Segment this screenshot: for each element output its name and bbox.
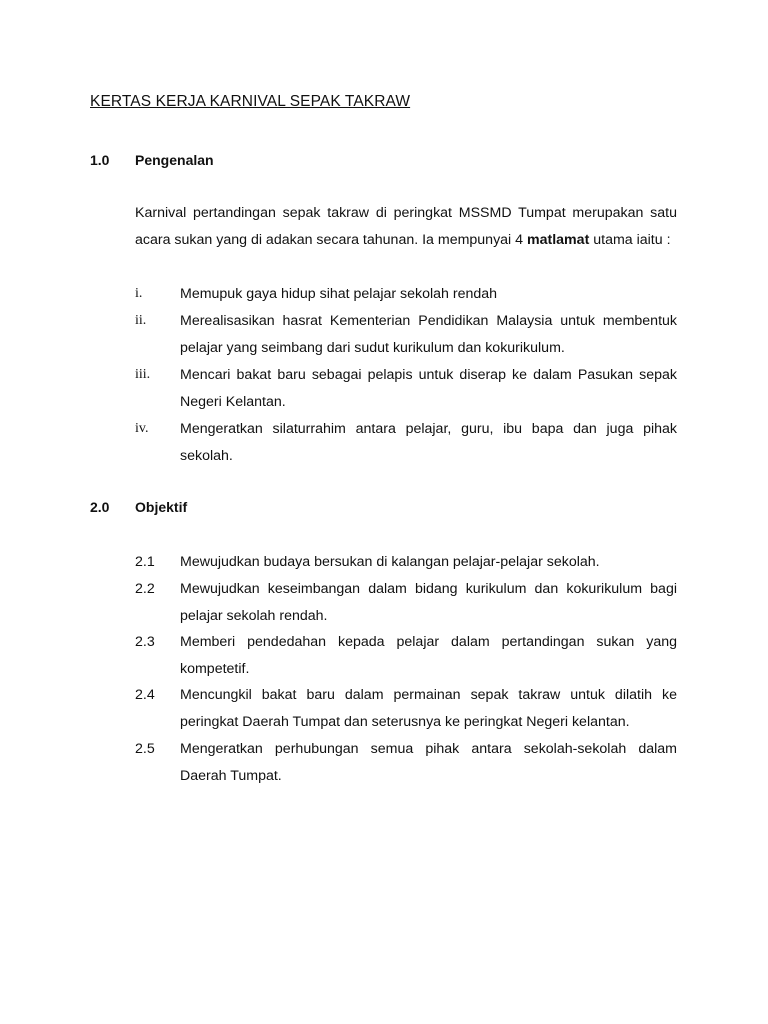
intro-text-start: Karnival pertandingan sepak takraw di peringkat MSSMD Tumpat merupakan satu acara sukan yang di adakan secara tahunan. Ia mempunyai 4	[135, 205, 677, 248]
list-item	[135, 416, 677, 470]
list-marker: 2.1	[135, 554, 155, 570]
list-marker: ii.	[135, 313, 147, 328]
list-item	[135, 308, 677, 362]
list-marker: 2.3	[135, 634, 155, 650]
list-item-text: Mengeratkan silaturrahim antara pelajar, guru, ibu bapa dan juga pihak sekolah.	[180, 421, 677, 464]
list-item	[135, 629, 677, 683]
list-marker: 2.5	[135, 741, 155, 757]
list-item	[135, 736, 677, 790]
document-title: KERTAS KERJA KARNIVAL SEPAK TAKRAW	[90, 93, 411, 110]
list-item	[135, 362, 677, 416]
list-item	[135, 281, 677, 308]
list-marker: i.	[135, 286, 143, 301]
list-item-text: Merealisasikan hasrat Kementerian Pendidikan Malaysia untuk membentuk pelajar yang seimbang dari sudut kurikulum dan kokurikulum.	[180, 313, 677, 356]
intro-text-end: utama iaitu :	[589, 231, 671, 248]
list-item-text: Mewujudkan keseimbangan dalam bidang kurikulum dan kokurikulum bagi pelajar sekolah rendah.	[180, 581, 677, 624]
list-item	[135, 682, 677, 736]
list-item-text: Mencari bakat baru sebagai pelapis untuk diserap ke dalam Pasukan sepak Negeri Kelantan.	[180, 367, 677, 410]
list-marker: iv.	[135, 421, 149, 436]
intro-text-bold: matlamat	[527, 231, 590, 248]
list-item-text: Memberi pendedahan kepada pelajar dalam pertandingan sukan yang kompetetif.	[180, 634, 677, 677]
list-item-text: Mewujudkan budaya bersukan di kalangan pelajar-pelajar sekolah.	[180, 554, 600, 570]
list-item-text: Mengeratkan perhubungan semua pihak antara sekolah-sekolah dalam Daerah Tumpat.	[180, 741, 677, 784]
section-1-heading: Pengenalan	[135, 152, 214, 168]
section-1-intro	[135, 200, 677, 254]
list-item-text: Memupuk gaya hidup sihat pelajar sekolah rendah	[180, 286, 498, 302]
list-item	[135, 576, 677, 630]
list-marker: iii.	[135, 367, 151, 382]
list-marker: 2.2	[135, 581, 155, 597]
list-item	[135, 549, 677, 576]
list-item-text: Mencungkil bakat baru dalam permainan sepak takraw untuk dilatih ke peringkat Daerah Tumpat dan seterusnya ke peringkat Negeri kelantan.	[180, 687, 677, 730]
list-marker: 2.4	[135, 687, 155, 703]
section-1-number: 1.0	[90, 152, 110, 168]
section-2-heading: Objektif	[135, 499, 188, 515]
section-2-number: 2.0	[90, 499, 110, 515]
